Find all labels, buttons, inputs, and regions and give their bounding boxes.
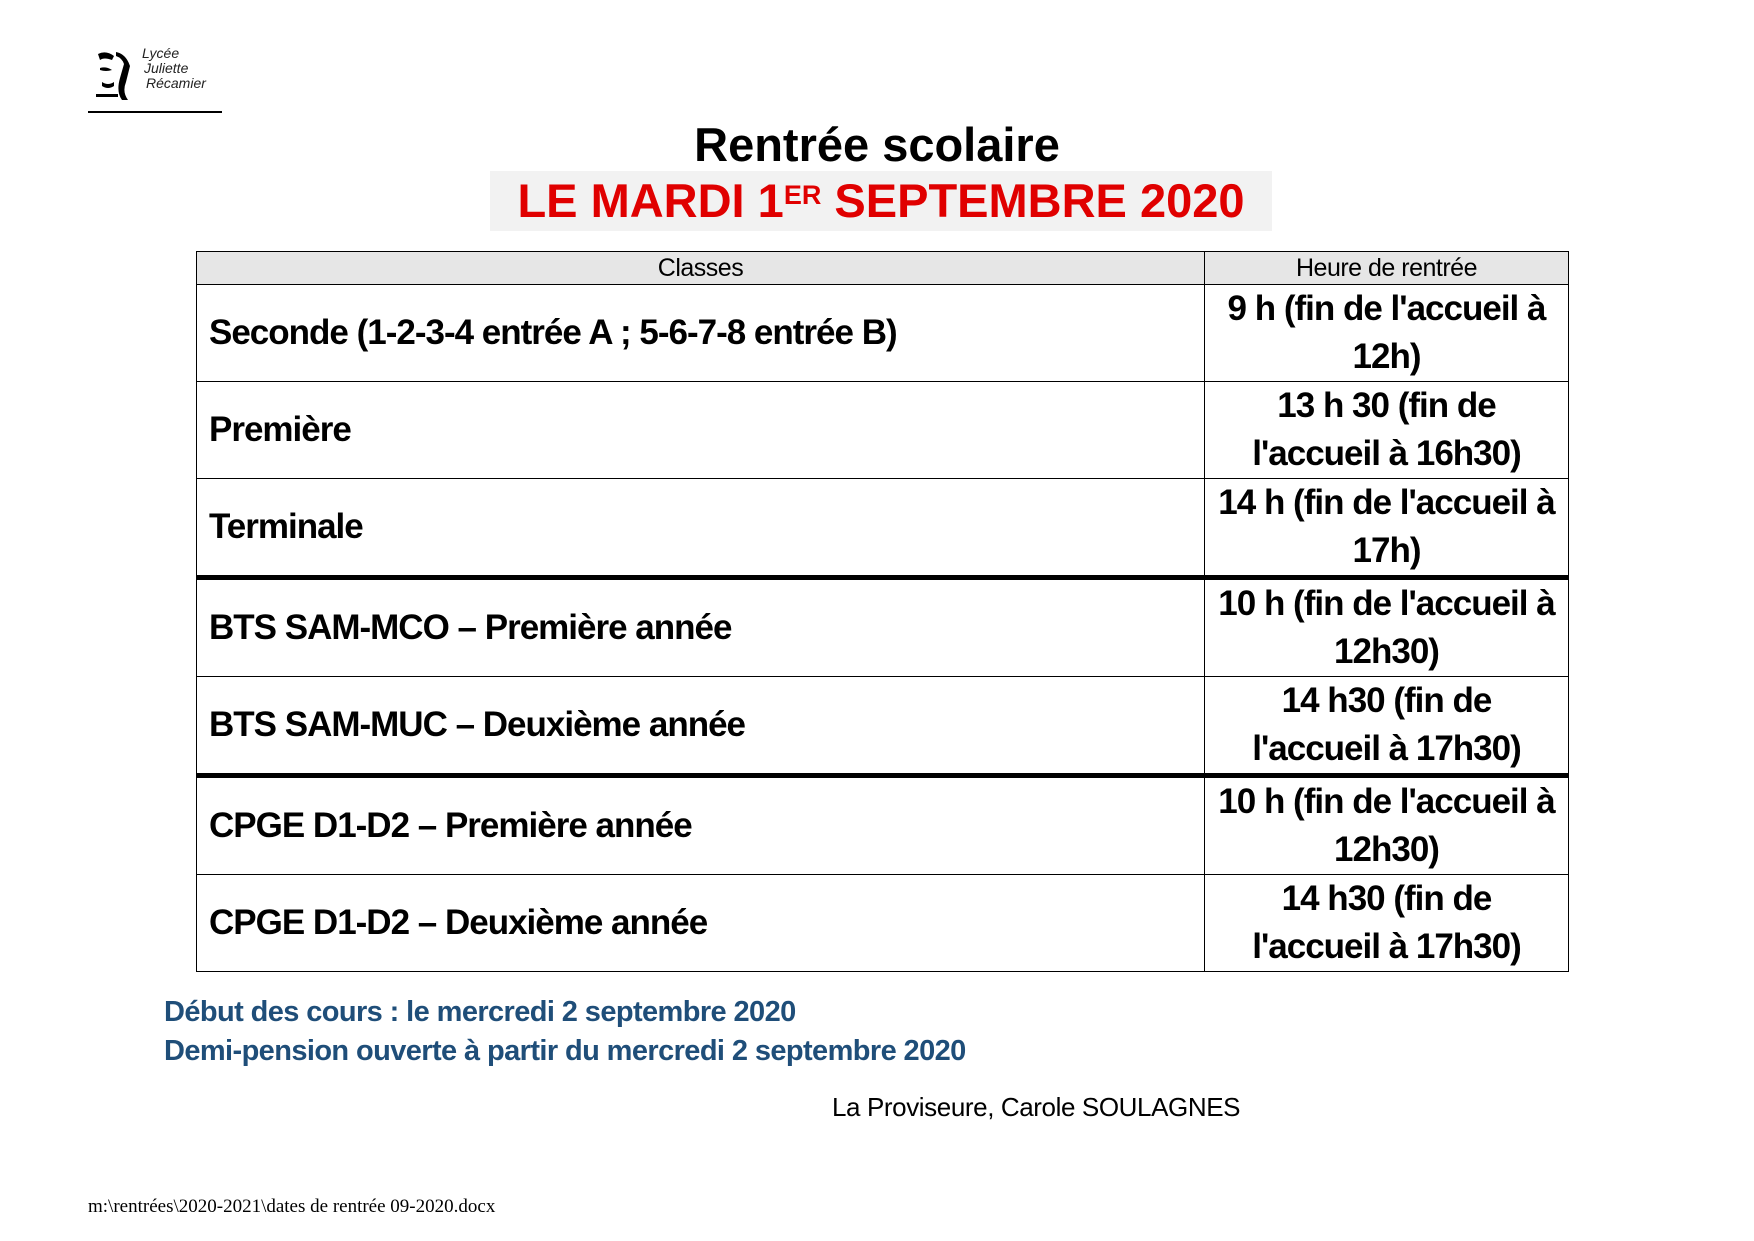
school-name-line2: Juliette [144, 60, 189, 76]
row-classe: CPGE D1-D2 – Deuxième année [197, 875, 1205, 972]
row-heure: 13 h 30 (fin de l'accueil à 16h30) [1205, 382, 1569, 479]
portrait-icon [92, 48, 138, 106]
row-classe: BTS SAM-MCO – Première année [197, 578, 1205, 677]
table-row [197, 382, 1569, 479]
notes-block [164, 993, 966, 1071]
date-title-main: LE MARDI 1 [517, 174, 784, 227]
row-heure: 10 h (fin de l'accueil à 12h30) [1205, 578, 1569, 677]
school-logo [88, 44, 224, 116]
footer-file-path: m:\rentrées\2020-2021\dates de rentrée 09-2020.docx [88, 1196, 496, 1217]
date-title-rest: SEPTEMBRE 2020 [821, 174, 1245, 227]
header-classes: Classes [197, 252, 1205, 285]
table-row [197, 285, 1569, 382]
note-debut-cours: Début des cours : le mercredi 2 septembre 2020 [164, 996, 796, 1028]
header-heure: Heure de rentrée [1205, 252, 1569, 285]
table-row [197, 479, 1569, 578]
school-name-line1: Lycée [142, 45, 180, 61]
row-heure: 9 h (fin de l'accueil à 12h) [1205, 285, 1569, 382]
signature: La Proviseure, Carole SOULAGNES [832, 1092, 1241, 1122]
logo-underline [88, 111, 222, 113]
table-row [197, 776, 1569, 875]
row-classe: Terminale [197, 479, 1205, 578]
table-header-row [197, 252, 1569, 285]
row-heure: 14 h (fin de l'accueil à 17h) [1205, 479, 1569, 578]
row-heure: 10 h (fin de l'accueil à 12h30) [1205, 776, 1569, 875]
school-name-line3: Récamier [146, 75, 206, 91]
page-title: Rentrée scolaire [694, 118, 1060, 171]
table-row [197, 677, 1569, 776]
table-row [197, 578, 1569, 677]
row-classe: Seconde (1-2-3-4 entrée A ; 5-6-7-8 entrée B) [197, 285, 1205, 382]
schedule-table [196, 251, 1569, 972]
date-title-superscript: ER [783, 180, 822, 210]
row-classe: BTS SAM-MUC – Deuxième année [197, 677, 1205, 776]
school-name [142, 46, 206, 91]
note-demi-pension: Demi-pension ouverte à partir du mercredi 2 septembre 2020 [164, 1035, 966, 1067]
page-date-title [490, 171, 1272, 231]
row-classe: CPGE D1-D2 – Première année [197, 776, 1205, 875]
table-row [197, 875, 1569, 972]
row-heure: 14 h30 (fin de l'accueil à 17h30) [1205, 677, 1569, 776]
row-heure: 14 h30 (fin de l'accueil à 17h30) [1205, 875, 1569, 972]
row-classe: Première [197, 382, 1205, 479]
